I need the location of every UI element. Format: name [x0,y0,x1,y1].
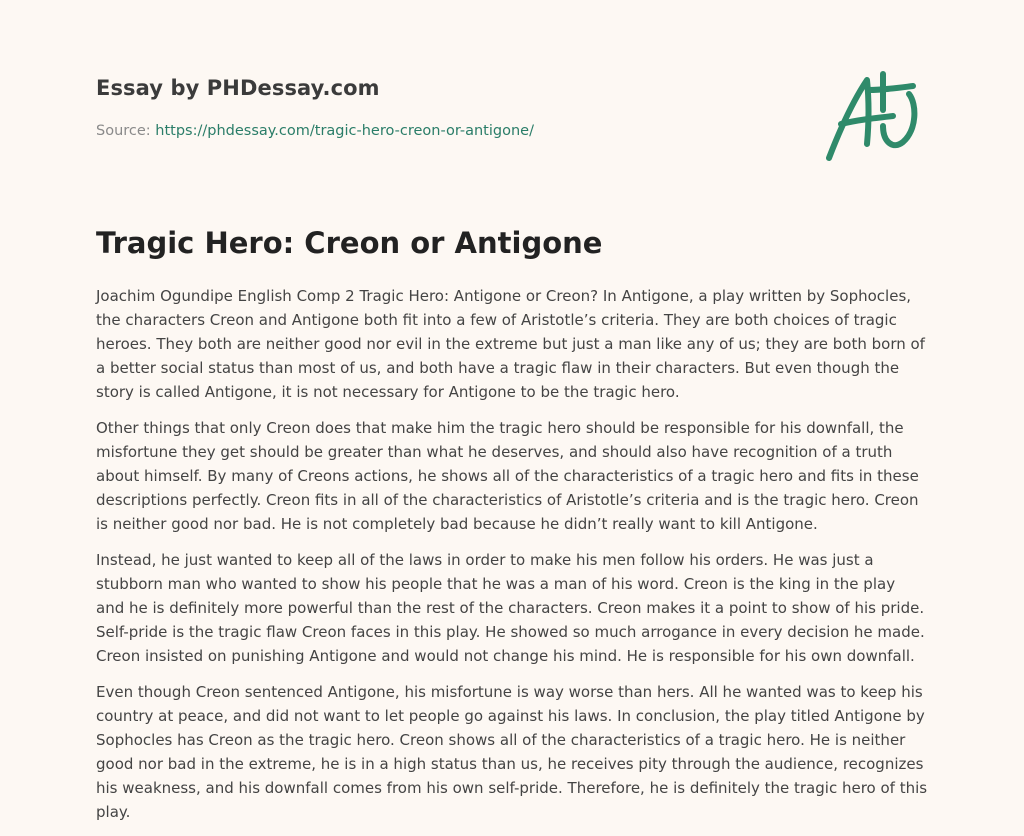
page-header [96,0,928,200]
essay-paragraph: Other things that only Creon does that make him the tragic hero should be responsible for his downfall, the misfortune they get should be greater than what he deserves, and should also have recognition of a truth about himself. By many of Creons actions, he shows all of the characteristics of a tragic hero and fits in these descriptions perfectly. Creon fits in all of the characteristics of Aristotle’s criteria and is the tragic hero. Creon is neither good nor bad. He is not completely bad because he didn’t really want to kill Antigone. [96,419,919,533]
source-line [96,123,534,139]
essay-page [96,0,928,821]
essay-paragraph: Even though Creon sentenced Antigone, his misfortune is way worse than hers. All he wanted was to keep his country at peace, and did not want to let people go against his laws. In conclusion, the play titled Antigone by Sophocles has Creon as the tragic hero. Creon shows all of the characteristics of a tragic hero. He is neither good nor bad in the extreme, he is in a high status than us, he receives pity through the audience, recognizes his weakness, and his downfall comes from his own self-pride. Therefore, he is definitely the tragic hero of this play. [96,683,928,821]
essay-title: Tragic Hero: Creon or Antigone [96,226,603,260]
essay-paragraph: Instead, he just wanted to keep all of the laws in order to make his men follow his orders. He was just a stubborn man who wanted to show his people that he was a man of his word. Creon is the king in the play and he is definitely more powerful than the rest of the characters. Creon makes it a point to show of his pride. Self-pride is the tragic flaw Creon faces in this play. He showed so much arrogance in every decision he made. Creon insisted on punishing Antigone and would not change his mind. He is responsible for his own downfall. [96,551,925,665]
brand-title: Essay by PHDessay.com [96,76,380,100]
essay-paragraph: Joachim Ogundipe English Comp 2 Tragic Hero: Antigone or Creon? In Antigone, a play written by Sophocles, the characters Creon and Antigone both fit into a few of Aristotle’s criteria. They are both choices of tragic heroes. They both are neither good nor evil in the extreme but just a man like any of us; they are both born of a better social status than most of us, and both have a tragic flaw in their characters. But even though the story is called Antigone, it is not necessary for Antigone to be the tragic hero. [96,287,925,401]
source-label: Source: [96,123,156,139]
a-plus-logo-icon [823,66,927,166]
essay-body [96,284,928,836]
source-link[interactable]: https://phdessay.com/tragic-hero-creon-or-antigone/ [155,123,534,139]
